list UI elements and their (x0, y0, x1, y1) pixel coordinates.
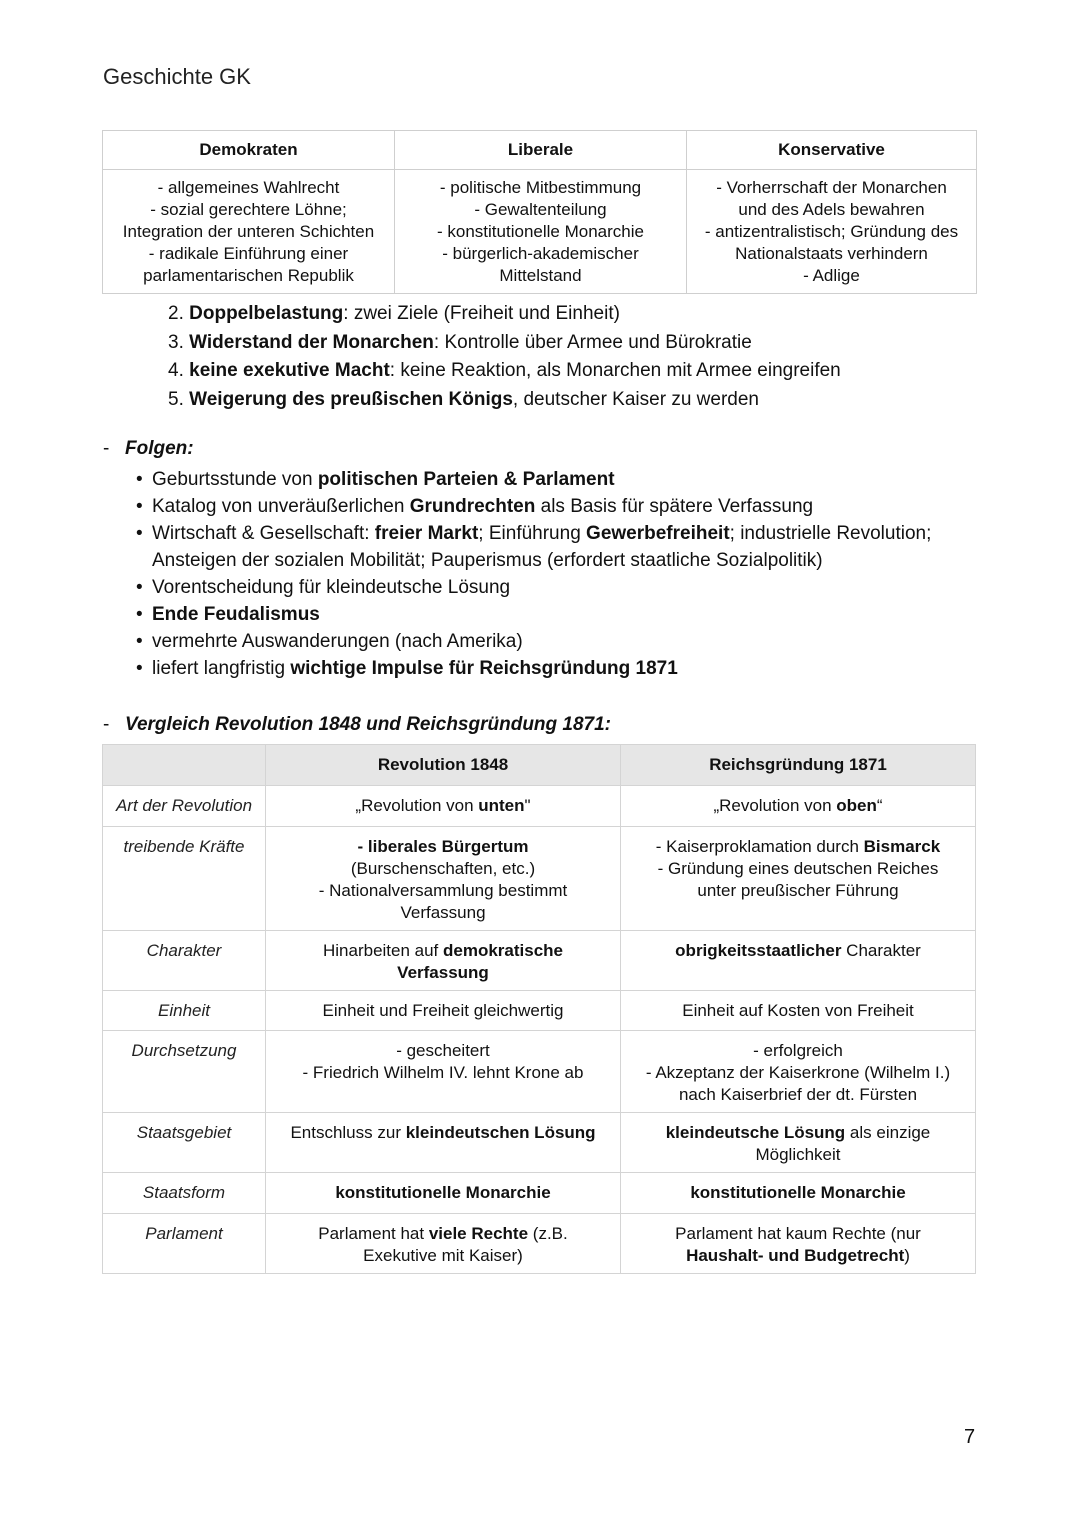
cell-line: parlamentarischen Republik (143, 266, 354, 285)
page-number: 7 (964, 1426, 976, 1448)
cell-line: Nationalstaats verhindern (735, 244, 928, 263)
cell-line: - sozial gerechtere Löhne; (150, 200, 347, 219)
cell-1848: Entschluss zur kleindeutschen Lösung (266, 1113, 621, 1173)
cell-1871: Einheit auf Kosten von Freiheit (621, 991, 976, 1031)
cell-1848: Einheit und Freiheit gleichwertig (266, 991, 621, 1031)
row-label: treibende Kräfte (103, 827, 266, 931)
cell-1848: Parlament hat viele Rechte (z.B. Exekutive mit Kaiser) (266, 1214, 621, 1274)
cell-line: - Vorherrschaft der Monarchen (716, 178, 947, 197)
parties-table (102, 130, 977, 294)
cell-line: - konstitutionelle Monarchie (437, 222, 644, 241)
cell-line: - Gewaltenteilung (474, 200, 607, 219)
cell-line: - politische Mitbestimmung (439, 178, 642, 197)
table-row (103, 786, 976, 827)
cell-1848: konstitutionelle Monarchie (266, 1173, 621, 1214)
cell-1871: Parlament hat kaum Rechte (nur Haushalt- und Budgetrecht) (621, 1214, 976, 1274)
cell-1848: „Revolution von unten" (266, 786, 621, 827)
table-row (103, 931, 976, 991)
cell-line: - Adlige (803, 266, 860, 285)
list-item: • Vorentscheidung für kleindeutsche Lösung (136, 574, 996, 601)
list-item: • Katalog von unveräußerlichen Grundrechten als Basis für spätere Verfassung (136, 493, 996, 520)
cell-1871: konstitutionelle Monarchie (621, 1173, 976, 1214)
list-item: 2. Doppelbelastung: zwei Ziele (Freiheit und Einheit) (168, 303, 620, 324)
header-demokraten: Demokraten (103, 131, 395, 170)
row-label: Durchsetzung (103, 1031, 266, 1113)
cell-line: Mittelstand (499, 266, 582, 285)
row-label: Art der Revolution (103, 786, 266, 827)
cell-demokraten (103, 170, 395, 294)
table-row (103, 991, 976, 1031)
cell-line: - radikale Einführung einer (148, 244, 349, 263)
row-label: Staatsform (103, 1173, 266, 1214)
cell-1871: „Revolution von oben“ (621, 786, 976, 827)
cell-line: und des Adels bewahren (738, 200, 925, 219)
cell-line: - bürgerlich-akademischer (442, 244, 639, 263)
header-empty (103, 745, 266, 786)
comparison-header-row (103, 745, 976, 786)
page-header-title: Geschichte GK (103, 64, 251, 89)
table-row (103, 827, 976, 931)
row-label: Charakter (103, 931, 266, 991)
header-liberale: Liberale (395, 131, 687, 170)
table-row (103, 1113, 976, 1173)
cell-liberale (395, 170, 687, 294)
table-row (103, 1214, 976, 1274)
comparison-table (102, 744, 976, 1274)
header-konservative: Konservative (687, 131, 977, 170)
cell-1848: - liberales Bürgertum (Burschenschaften, etc.) - Nationalversammlung bestimmt Verfassung (266, 827, 621, 931)
list-item: • vermehrte Auswanderungen (nach Amerika) (136, 628, 996, 655)
cell-1871: - erfolgreich - Akzeptanz der Kaiserkrone (Wilhelm I.) nach Kaiserbrief der dt. Fürsten (621, 1031, 976, 1113)
cell-1848: Hinarbeiten auf demokratische Verfassung (266, 931, 621, 991)
failure-reasons-list (168, 300, 841, 415)
list-item: 5. Weigerung des preußischen Königs, deutscher Kaiser zu werden (168, 389, 759, 411)
table-row (103, 1031, 976, 1113)
header-reichsgruendung-1871: Reichsgründung 1871 (621, 745, 976, 786)
cell-1848: - gescheitert - Friedrich Wilhelm IV. lehnt Krone ab (266, 1031, 621, 1113)
list-item: • Wirtschaft & Gesellschaft: freier Markt; Einführung Gewerbefreiheit; industrielle Revolution; Ansteigen der sozialen Mobilität; Pauperismus (erfordert staatliche Sozialpolitik) (136, 520, 996, 574)
row-label: Staatsgebiet (103, 1113, 266, 1173)
list-item: • Geburtsstunde von politischen Parteien & Parlament (136, 466, 996, 493)
cell-1871: - Kaiserproklamation durch Bismarck - Gründung eines deutschen Reiches unter preußischer Führung (621, 827, 976, 931)
cell-line: Integration der unteren Schichten (122, 222, 375, 241)
vergleich-heading: - Vergleich Revolution 1848 und Reichsgründung 1871: (103, 714, 612, 735)
table-row (103, 1173, 976, 1214)
folgen-heading: - Folgen: (103, 438, 194, 459)
row-label: Parlament (103, 1214, 266, 1274)
list-item: • Ende Feudalismus (136, 601, 996, 628)
parties-table-row (103, 170, 977, 294)
folgen-list (136, 466, 996, 682)
parties-table-header-row (103, 131, 977, 170)
list-item: 4. keine exekutive Macht: keine Reaktion, als Monarchen mit Armee eingreifen (168, 360, 841, 382)
cell-1871: obrigkeitsstaatlicher Charakter (621, 931, 976, 991)
list-item: • liefert langfristig wichtige Impulse für Reichsgründung 1871 (136, 655, 996, 682)
row-label: Einheit (103, 991, 266, 1031)
list-item: 3. Widerstand der Monarchen: Kontrolle über Armee und Bürokratie (168, 331, 752, 353)
cell-konservative (687, 170, 977, 294)
header-revolution-1848: Revolution 1848 (266, 745, 621, 786)
cell-line: - antizentralistisch; Gründung des (704, 222, 959, 241)
cell-line: - allgemeines Wahlrecht (157, 178, 340, 197)
cell-1871: kleindeutsche Lösung als einzige Möglichkeit (621, 1113, 976, 1173)
